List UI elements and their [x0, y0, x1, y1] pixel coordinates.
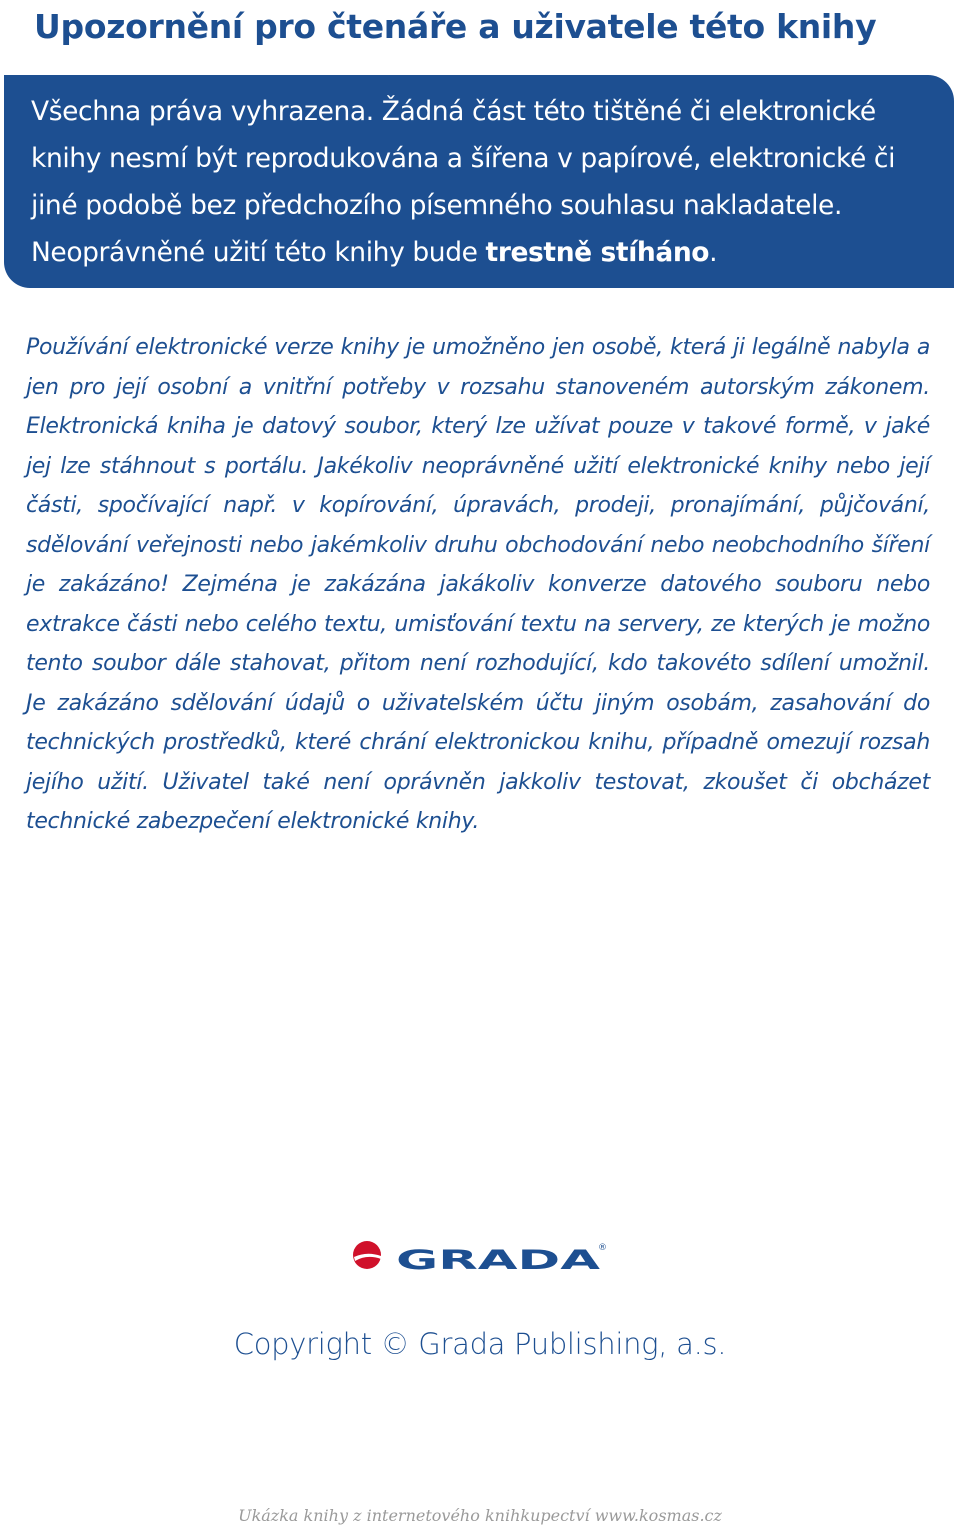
rights-notice-text — [31, 88, 938, 276]
rights-notice-box — [4, 75, 954, 288]
footer-text: Ukázka knihy z internetového knihkupectví www.kosmas.cz — [238, 1506, 722, 1525]
grada-logo-text: GRADA — [396, 1245, 601, 1272]
usage-terms-paragraph: Používání elektronické verze knihy je umožněno jen osobě, která ji legálně nabyla a jen pro její osobní a vnitřní potřeby v rozsahu stanoveném autorským zákonem. Elektronická kniha je datový soubor, který lze užívat pouze v takové formě, v jaké jej lze stáhnout s portálu. Jakékoliv neoprávněné užití elektronické knihy nebo její části, spočívající např. v kopírování, úpravách, prodeji, pronajímání, půjčování, sdělování veřejnosti nebo jakémkoliv druhu obchodování nebo neobchodního šíření je zakázáno! Zejména je zakázána jakákoliv konverze datového souboru nebo extrakce části nebo celého textu, umisťování textu na servery, ze kterých je možno tento soubor dále stahovat, přitom není rozhodující, kdo takovéto sdílení umožnil. Je zakázáno sdělování údajů o uživatelském účtu jiným osobám, zasahování do technických prostředků, které chrání elektronickou knihu, případně omezují rozsah jejího užití. Uživatel také není oprávněn jakkoliv testovat, zkoušet či obcházet technické zabezpečení elektronické knihy. — [26, 335, 930, 834]
registered-mark: ® — [598, 1243, 607, 1253]
footer-source-note — [0, 1503, 960, 1529]
page-title: Upozornění pro čtenáře a uživatele této knihy — [34, 7, 877, 46]
grada-logo-mark-icon — [352, 1240, 612, 1272]
rights-notice-text-start: Všechna práva vyhrazena. Žádná část této tištěné či elektronické knihy nesmí být reprodukována a šířena v papírové, elektronické či jiné podobě bez předchozího písemného souhlasu nakladatele. Neoprávněné užití této knihy bude — [31, 96, 896, 268]
copyright-line: Copyright © Grada Publishing, a.s. — [233, 1327, 727, 1361]
grada-logo — [352, 1240, 612, 1272]
rights-notice-text-end: . — [709, 237, 718, 268]
rights-notice-emphasis: trestně stíháno — [485, 237, 710, 268]
